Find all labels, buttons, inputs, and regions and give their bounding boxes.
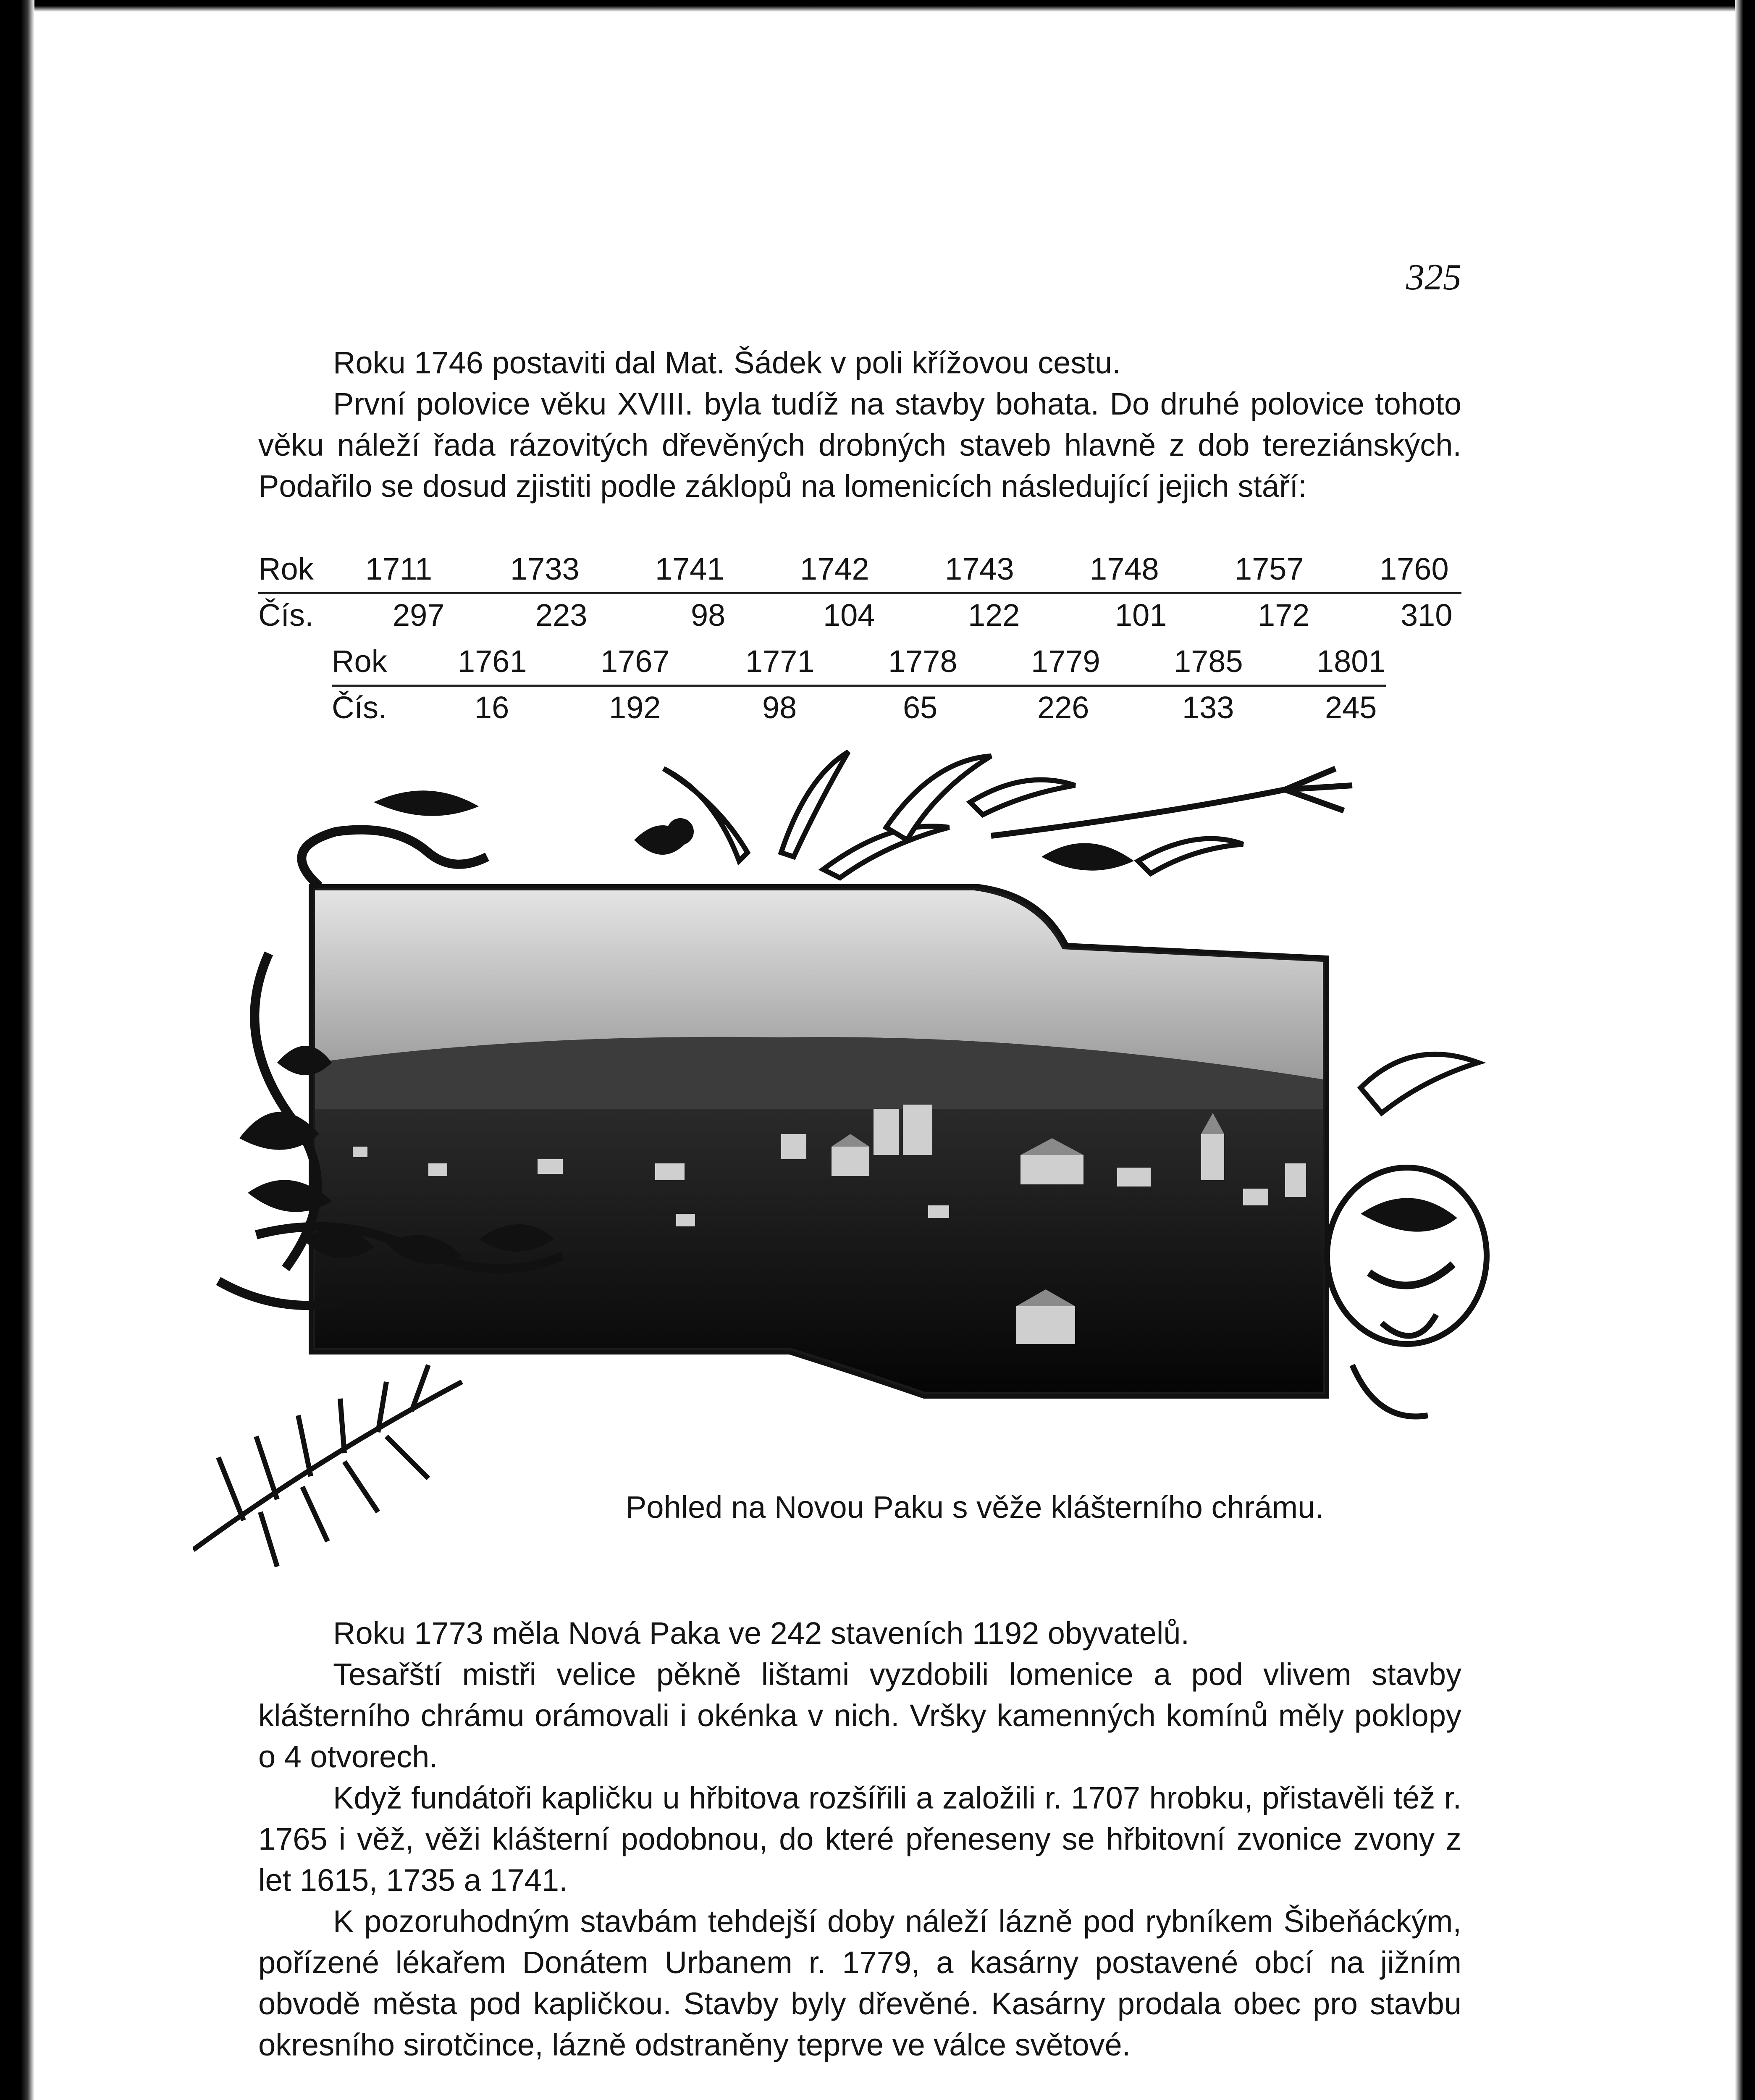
- table2-number-cell: 226: [1037, 690, 1089, 725]
- table1-year-cell: 1742: [800, 551, 869, 586]
- table2-year-cell: 1785: [1174, 644, 1243, 679]
- table1-numbers-label: Čís.: [258, 598, 314, 633]
- table1-year-cell: 1757: [1235, 551, 1304, 586]
- scan-edge-left: [0, 0, 34, 2100]
- table2-number-cell: 98: [762, 690, 797, 725]
- paragraph-stations-of-the-cross: Roku 1746 postaviti dal Mat. Šádek v poli křížovou cestu.: [333, 345, 1121, 380]
- table2-number-cell: 16: [475, 690, 509, 725]
- paragraph-spa-barracks: K pozoruhodným stavbám tehdejší doby náleží lázně pod rybníkem Šibeňáckým, pořízené lékařem Donátem Urbanem r. 1779, a kasárny postavené obcí na jižním obvodě města pod kapličkou. Stavby byly dřevěné. Kasárny prodala obec pro stavbu okresního sirotčince, lázně odstraněny teprve ve válce světové.: [258, 1904, 1461, 2062]
- text-block-top: [258, 342, 1461, 507]
- scan-edge-right: [1735, 0, 1755, 2100]
- table2-year-cell: 1767: [601, 644, 670, 679]
- table2-number-cell: 65: [903, 690, 938, 725]
- scan-edge-top: [0, 0, 1755, 12]
- table1-years-row: [258, 546, 1461, 594]
- table1-number-cell: 297: [393, 598, 445, 633]
- table2-number-cell: 192: [609, 690, 661, 725]
- page-number: 325: [1406, 257, 1461, 298]
- table2-year-cell: 1771: [745, 644, 815, 679]
- table1-number-cell: 310: [1401, 598, 1453, 633]
- table1-number-cell: 122: [968, 598, 1020, 633]
- table1-number-cell: 101: [1115, 598, 1167, 633]
- table1-number-cell: 104: [823, 598, 875, 633]
- table2-year-cell: 1801: [1317, 644, 1386, 679]
- illustration: [193, 743, 1516, 1588]
- table2-numbers-row: [332, 685, 1386, 731]
- table1-year-cell: 1743: [945, 551, 1014, 586]
- table1-numbers-row: [258, 592, 1461, 638]
- table1-number-cell: 172: [1258, 598, 1310, 633]
- table2-number-cell: 133: [1182, 690, 1234, 725]
- paragraph-eighteenth-century: První polovice věku XVIII. byla tudíž na stavby bohata. Do druhé polovice tohoto věku náleží řada rázovitých dřevěných drobných staveb hlavně z dob tereziánských. Podařilo se dosud zjistiti podle záklopů na lomenicích následující jejich stáří:: [258, 386, 1461, 504]
- table2-years-label: Rok: [332, 644, 387, 679]
- paragraph-carpenters: Tesařští mistři velice pěkně lištami vyzdobili lomenice a pod vlivem stavby klášterního chrámu orámovali i okénka v nich. Vršky kamenných komínů měly poklopy o 4 otvorech.: [258, 1657, 1461, 1774]
- table2-year-cell: 1761: [458, 644, 527, 679]
- paragraph-cemetery-chapel: Když fundátoři kapličku u hřbitova rozšířili a založili r. 1707 hrobku, přistavěli též r. 1765 i věž, věži klášterní podobnou, do které přeneseny se hřbitovní zvonice zvony z let 1615, 1735 a 1741.: [258, 1780, 1461, 1898]
- illustration-graphic: [193, 743, 1516, 1588]
- table1-year-cell: 1760: [1380, 551, 1449, 586]
- figure-caption: Pohled na Novou Paku s věže klášterního chrámu.: [626, 1490, 1324, 1525]
- text-block-bottom: [258, 1613, 1461, 2066]
- paragraph-population-1773: Roku 1773 měla Nová Paka ve 242 staveních 1192 obyvatelů.: [333, 1616, 1190, 1651]
- table1-number-cell: 223: [535, 598, 588, 633]
- table2-year-cell: 1779: [1031, 644, 1100, 679]
- table1-year-cell: 1711: [365, 551, 433, 586]
- ornament-palm-frond: [193, 1365, 462, 1567]
- table2-years-row: [332, 638, 1386, 687]
- table1-year-cell: 1741: [655, 551, 724, 586]
- table2-numbers-label: Čís.: [332, 690, 387, 725]
- table1-year-cell: 1733: [510, 551, 580, 586]
- table2-year-cell: 1778: [888, 644, 958, 679]
- table2-number-cell: 245: [1325, 690, 1377, 725]
- table1-years-label: Rok: [258, 551, 314, 586]
- table1-year-cell: 1748: [1090, 551, 1159, 586]
- ornament-rose: [1327, 1054, 1487, 1417]
- table1-number-cell: 98: [691, 598, 726, 633]
